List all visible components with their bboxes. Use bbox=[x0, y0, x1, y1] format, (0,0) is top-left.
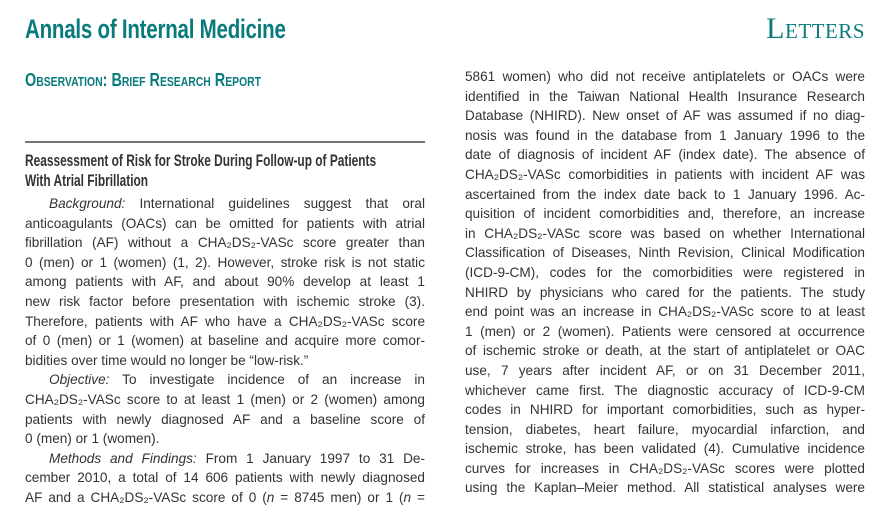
left-column bbox=[25, 194, 425, 508]
text-line bbox=[465, 106, 865, 126]
text-line bbox=[465, 361, 865, 381]
body-text: of ischemic stroke or death, at the start of antiplatelet or OAC bbox=[465, 343, 865, 359]
text-line bbox=[25, 429, 425, 449]
text-line bbox=[25, 253, 425, 273]
body-text: curves for increases in CHA₂DS₂-VASc scores were plotted bbox=[465, 460, 865, 476]
text-line bbox=[25, 214, 425, 234]
body-text: among patients with AF, and about 90% develop at least 1 bbox=[25, 274, 425, 290]
body-text: From 1 January 1997 to 31 De- bbox=[196, 450, 426, 466]
body-text: end point was an increase in CHA₂DS₂-VASc score to at least bbox=[465, 304, 865, 320]
body-text: use, 7 years after incident AF, or on 31 December 2011, bbox=[465, 362, 865, 378]
body-text: whichever came first. The diagnostic accuracy of ICD-9-CM bbox=[465, 382, 865, 398]
text-line bbox=[465, 302, 865, 322]
text-line bbox=[465, 87, 865, 107]
divider bbox=[25, 141, 425, 143]
text-line bbox=[465, 439, 865, 459]
text-line bbox=[465, 459, 865, 479]
article-title bbox=[25, 151, 376, 191]
body-text: Database (NHIRD). New onset of AF was assumed if no diag- bbox=[465, 108, 865, 124]
body-text: 5861 women) who did not receive antiplatelets or OACs were bbox=[465, 69, 865, 84]
text-line bbox=[25, 331, 425, 351]
body-text: AF and a CHA₂DS₂-VASc score of 0 ( bbox=[25, 489, 267, 505]
body-text: CHA₂DS₂-VASc comorbidities in patients with incident AF was bbox=[465, 166, 865, 182]
text-line bbox=[25, 370, 425, 390]
body-text: cember 2010, a total of 14 606 patients with newly diagnosed bbox=[25, 470, 425, 486]
body-text: using the Kaplan–Meier method. All statistical analyses were bbox=[465, 480, 865, 496]
text-line bbox=[25, 272, 425, 292]
italic-text: n bbox=[266, 489, 275, 505]
text-line bbox=[25, 468, 425, 488]
body-text: patients with newly diagnosed AF and a baseline score of bbox=[25, 411, 425, 427]
text-line bbox=[465, 322, 865, 342]
body-text: 1 (men) or 2 (women). Patients were censored at occurrence bbox=[465, 323, 865, 339]
body-text: date of diagnosis of incident AF (index date). The absence of bbox=[465, 147, 865, 163]
text-line bbox=[25, 351, 425, 371]
body-text: International guidelines suggest that oral bbox=[125, 196, 425, 211]
italic-text: Methods and Findings: bbox=[49, 450, 197, 466]
text-line bbox=[465, 381, 865, 401]
text-line bbox=[465, 224, 865, 244]
text-line bbox=[465, 243, 865, 263]
body-text: To investigate incidence of an increase in bbox=[109, 372, 425, 388]
italic-text: Objective: bbox=[49, 372, 110, 388]
body-text: in CHA₂DS₂-VASc score was based on whether International bbox=[465, 225, 865, 241]
body-text: = 8745 men) or 1 ( bbox=[274, 489, 404, 505]
section-label: Letters bbox=[766, 12, 865, 45]
body-text: codes in NHIRD for important comorbidities, such as hyper- bbox=[465, 402, 865, 418]
body-text: Therefore, patients with AF who have a CHA₂DS₂-VASc score bbox=[25, 313, 425, 329]
body-text: nosis was found in the database from 1 January 1996 to the bbox=[465, 127, 865, 143]
text-line bbox=[465, 145, 865, 165]
body-text: quisition of incident comorbidities and, therefore, an increase bbox=[465, 206, 865, 222]
italic-text: n bbox=[403, 489, 412, 505]
italic-text: Background: bbox=[49, 196, 126, 211]
body-text: anticoagulants (OACs) can be omitted for patients with atrial bbox=[25, 215, 425, 231]
body-text: NHIRD by physicians who cared for the patients. The study bbox=[465, 284, 865, 300]
text-line bbox=[25, 312, 425, 332]
text-line bbox=[465, 263, 865, 283]
text-line bbox=[465, 478, 865, 498]
text-line bbox=[465, 204, 865, 224]
text-line bbox=[25, 449, 425, 469]
text-line bbox=[25, 390, 425, 410]
body-text: tension, diabetes, heart failure, myocardial infarction, and bbox=[465, 421, 865, 437]
body-text: fibrillation (AF) without a CHA₂DS₂-VASc score greater than bbox=[25, 235, 425, 251]
text-line bbox=[465, 67, 865, 87]
body-text: 0 (men) or 1 (women) (1, 2). However, stroke risk is not static bbox=[25, 254, 425, 270]
text-line bbox=[465, 165, 865, 185]
text-line bbox=[465, 400, 865, 420]
text-line bbox=[465, 283, 865, 303]
text-line bbox=[25, 292, 425, 312]
journal-title: Annals of Internal Medicine bbox=[25, 14, 286, 44]
body-text: Classification of Diseases, Ninth Revision, Clinical Modification bbox=[465, 245, 865, 261]
body-text: = bbox=[411, 489, 425, 505]
article-title-line: Reassessment of Risk for Stroke During Follow-up of Patients bbox=[25, 151, 377, 170]
body-text: ascertained from the index date back to 1 January 1996. Ac- bbox=[465, 186, 865, 202]
text-line bbox=[25, 488, 425, 508]
body-text: new risk factor before presentation with ischemic stroke (3). bbox=[25, 293, 425, 309]
body-text: identified in the Taiwan National Health Insurance Research bbox=[465, 88, 865, 104]
article-category: Observation: Brief Research Report bbox=[25, 70, 262, 90]
body-text: CHA₂DS₂-VASc score to at least 1 (men) or 2 (women) among bbox=[25, 391, 425, 407]
text-line bbox=[465, 126, 865, 146]
text-line bbox=[465, 341, 865, 361]
text-line bbox=[25, 194, 425, 214]
text-line bbox=[25, 233, 425, 253]
article-title-line: With Atrial Fibrillation bbox=[25, 171, 149, 190]
body-text: of 0 (men) or 1 (women) at baseline and acquire more comor- bbox=[25, 333, 425, 349]
body-text: ischemic stroke, has been validated (4). Cumulative incidence bbox=[465, 441, 865, 457]
text-line bbox=[465, 420, 865, 440]
body-text: bidities over time would no longer be “low-risk.” bbox=[25, 352, 309, 368]
text-line bbox=[465, 185, 865, 205]
body-text: 0 (men) or 1 (women). bbox=[25, 431, 160, 447]
text-line bbox=[25, 410, 425, 430]
right-column bbox=[465, 67, 865, 498]
body-text: (ICD-9-CM), codes for the comorbidities were registered in bbox=[465, 264, 865, 280]
